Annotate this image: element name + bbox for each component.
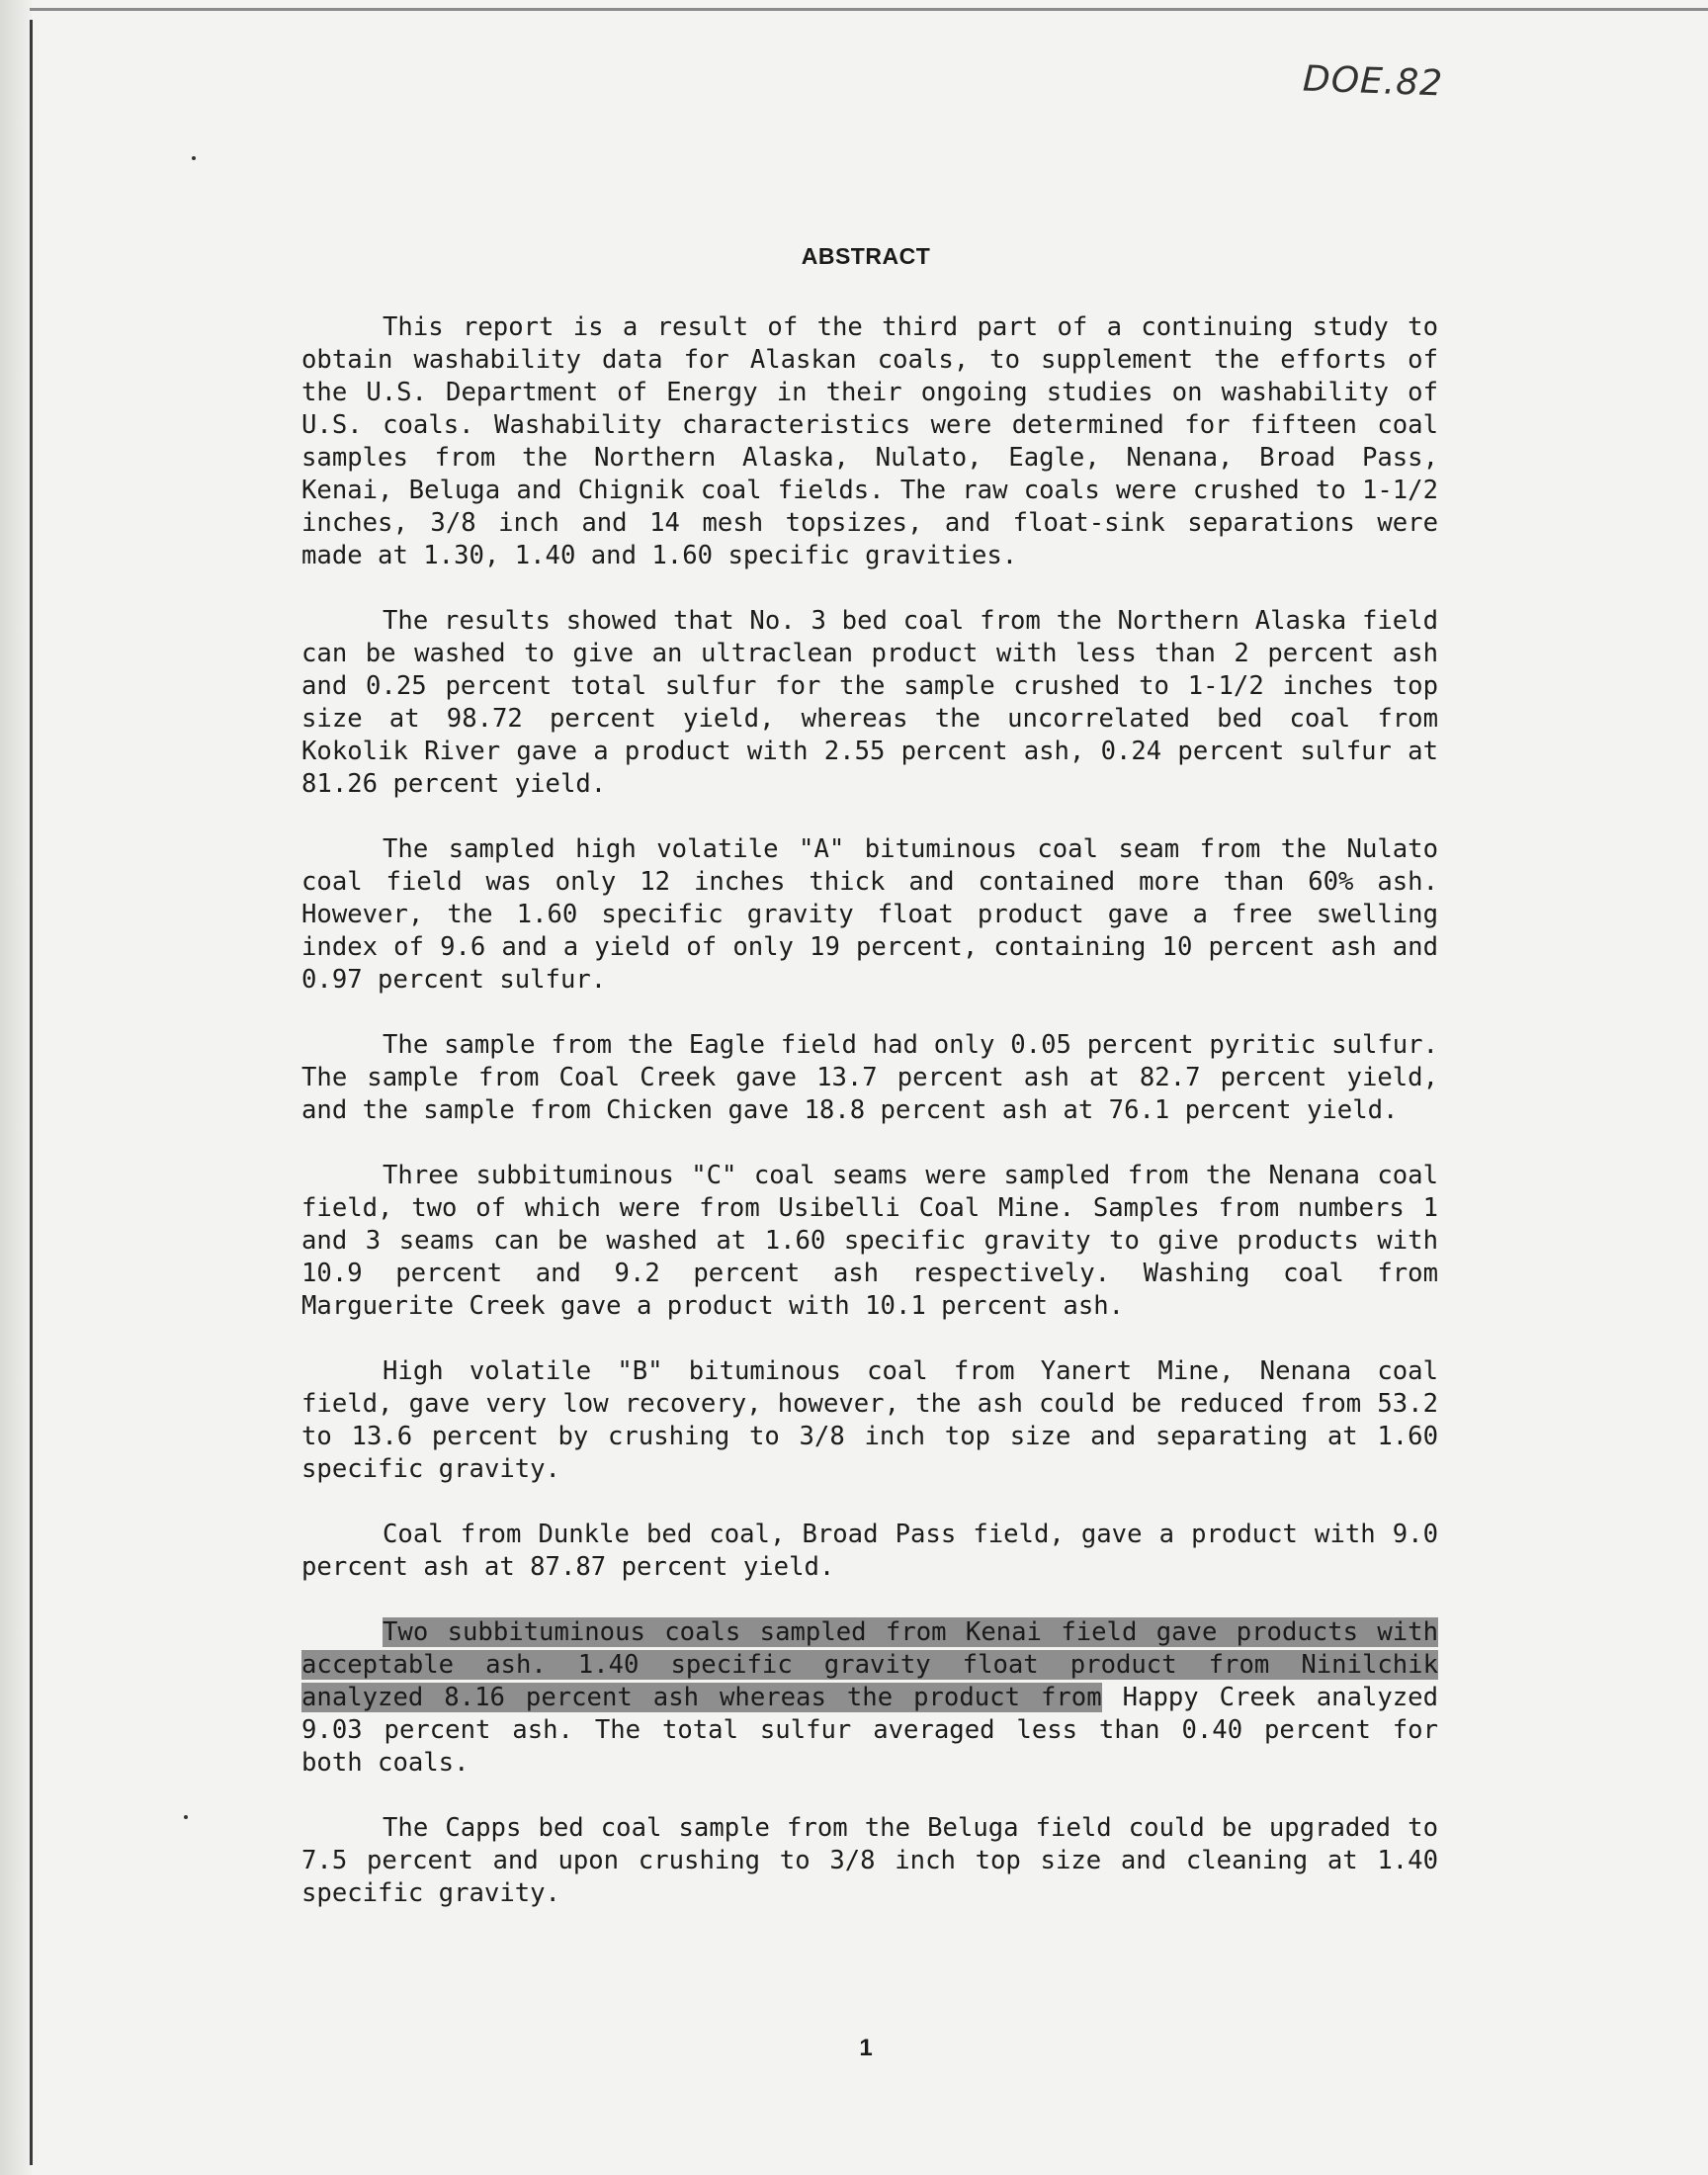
- paragraph-northern-alaska: The results showed that No. 3 bed coal from the Northern Alaska field can be washed to give an ultraclean product with less than 2 percent ash and 0.25 percent total sulfur for the sample crushed to 1-1/2 inches top size at 98.72 percent yield, whereas the uncorrelated bed coal from Kokolik River gave a product with 2.55 percent ash, 0.24 percent sulfur at 81.26 percent yield.: [301, 606, 1438, 799]
- paragraph-scope: This report is a result of the third part of a continuing study to obtain washability data for Alaskan coals, to supplement the efforts of the U.S. Department of Energy in their ongoing studies on washability of U.S. coals. Washability characteristics were determined for fifteen coal samples from the Northern Alaska, Nulato, Eagle, Nenana, Broad Pass, Kenai, Beluga and Chignik coal fields. The raw coals were crushed to 1-1/2 inches, 3/8 inch and 14 mesh topsizes, and float-sink separations were made at 1.30, 1.40 and 1.60 specific gravities.: [301, 312, 1438, 570]
- scan-speck: [192, 156, 196, 160]
- paragraph-nulato: The sampled high volatile "A" bituminous coal seam from the Nulato coal field was only 12 inches thick and contained more than 60% ash. However, the 1.60 specific gravity float product gave a free swelling index of 9.6 and a yield of only 19 percent, containing 10 percent ash and 0.97 percent sulfur.: [301, 834, 1438, 995]
- paragraph-eagle: The sample from the Eagle field had only 0.05 percent pyritic sulfur. The sample from Coal Creek gave 13.7 percent ash at 82.7 percent yield, and the sample from Chicken gave 18.8 percent ash at 76.1 percent yield.: [301, 1030, 1438, 1125]
- abstract-body: [301, 311, 1438, 1943]
- scan-top-border: [30, 8, 1708, 11]
- paragraph-yanert: High volatile "B" bituminous coal from Yanert Mine, Nenana coal field, gave very low recovery, however, the ash could be reduced from 53.2 to 13.6 percent by crushing to 3/8 inch top size and separating at 1.60 specific gravity.: [301, 1356, 1438, 1484]
- paragraph-nenana: Three subbituminous "C" coal seams were sampled from the Nenana coal field, two of which were from Usibelli Coal Mine. Samples from numbers 1 and 3 seams can be washed at 1.60 specific gravity to give products with 10.9 percent and 9.2 percent ash respectively. Washing coal from Marguerite Creek gave a product with 10.1 percent ash.: [301, 1161, 1438, 1321]
- scan-speck: [184, 1815, 188, 1819]
- handwritten-annotation: DOE.82: [1302, 58, 1444, 105]
- paragraph-broad-pass: Coal from Dunkle bed coal, Broad Pass field, gave a product with 9.0 percent ash at 87.87 percent yield.: [301, 1520, 1438, 1582]
- page-number: 1: [859, 2035, 873, 2061]
- paragraph-beluga: The Capps bed coal sample from the Beluga field could be upgraded to 7.5 percent and upon crushing to 3/8 inch top size and cleaning at 1.40 specific gravity.: [301, 1813, 1438, 1908]
- paragraph-kenai: [301, 1616, 1438, 1780]
- document-title: ABSTRACT: [801, 243, 931, 269]
- paragraph-kenai-rest: Happy Creek analyzed 9.03 percent ash. The total sulfur averaged less than 0.40 percent for both coals.: [301, 1683, 1438, 1778]
- scan-left-border: [30, 20, 33, 2165]
- highlighted-text: Two subbituminous coals sampled from Kenai field gave products with acceptable ash. 1.40 specific gravity float product from Ninilchik analyzed 8.16 percent ash whereas the product from: [301, 1617, 1438, 1712]
- scan-binding-edge: [0, 0, 32, 2175]
